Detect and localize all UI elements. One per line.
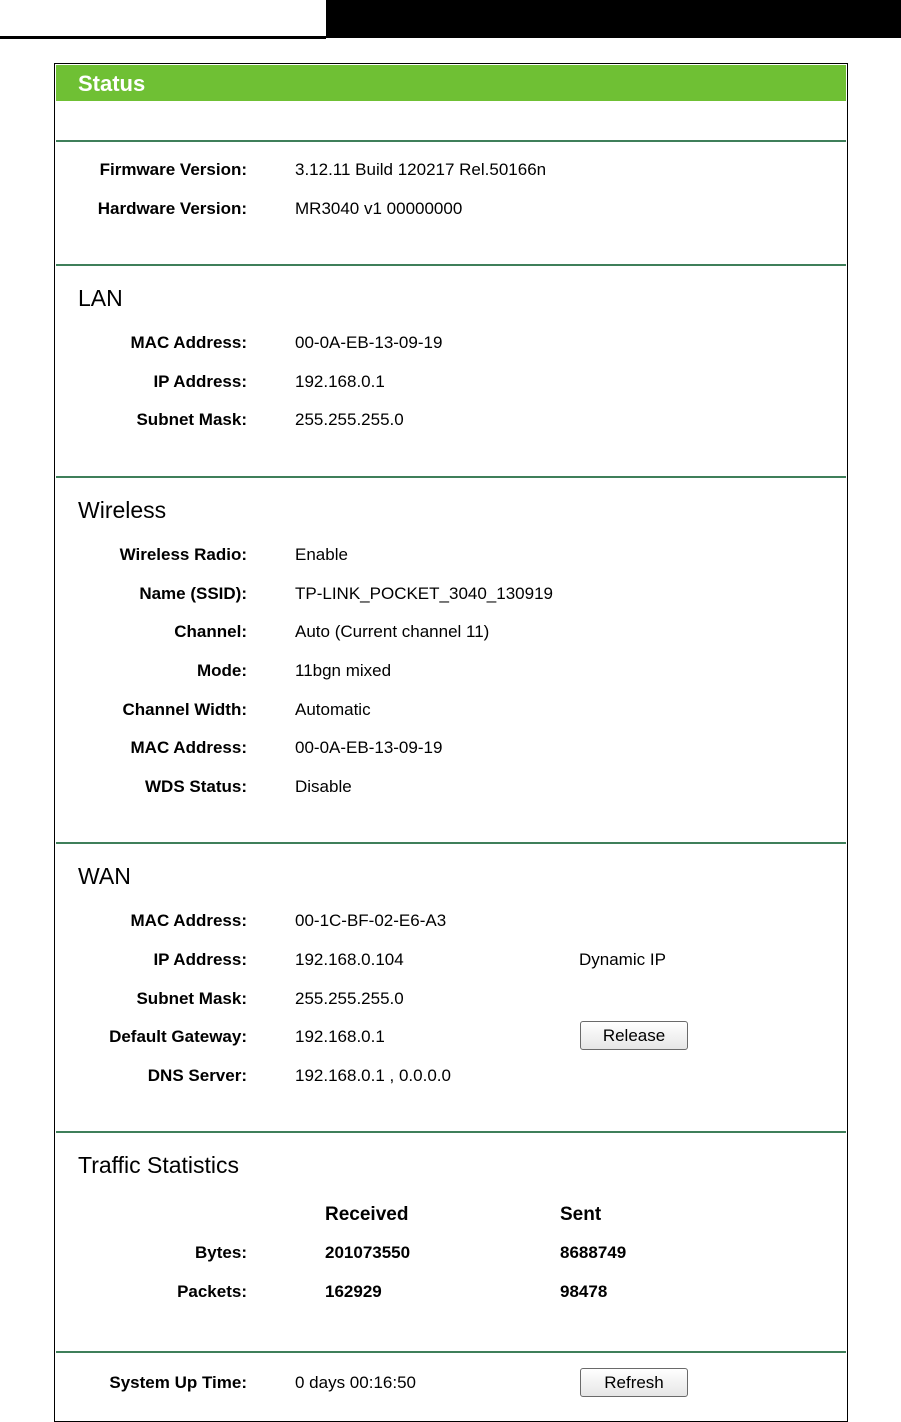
wan-subnet-label: Subnet Mask: bbox=[136, 989, 247, 1008]
header-rule bbox=[0, 36, 326, 39]
wds-status-label: WDS Status: bbox=[145, 777, 247, 796]
wan-section-title: WAN bbox=[78, 863, 131, 889]
wan-subnet-value: 255.255.255.0 bbox=[295, 989, 404, 1008]
ssid-value: TP-LINK_POCKET_3040_130919 bbox=[295, 584, 553, 603]
mode-label: Mode: bbox=[196, 661, 247, 680]
section-divider bbox=[56, 476, 846, 478]
lan-mac-value: 00-0A-EB-13-09-19 bbox=[295, 333, 443, 352]
lan-subnet-label: Subnet Mask: bbox=[136, 410, 247, 429]
packets-received-value: 162929 bbox=[325, 1282, 382, 1301]
section-divider bbox=[56, 1131, 846, 1133]
firmware-version-value: 3.12.11 Build 120217 Rel.50166n bbox=[295, 160, 547, 179]
bytes-received-value: 201073550 bbox=[325, 1243, 411, 1262]
release-button[interactable]: Release bbox=[580, 1021, 688, 1050]
wds-status-value: Disable bbox=[295, 777, 352, 796]
section-divider bbox=[56, 842, 846, 844]
section-divider bbox=[56, 140, 846, 142]
wireless-radio-value: Enable bbox=[295, 545, 348, 564]
wireless-radio-label: Wireless Radio: bbox=[119, 545, 247, 564]
wireless-section-title: Wireless bbox=[78, 497, 167, 523]
section-divider bbox=[56, 1351, 846, 1353]
status-title-bar bbox=[56, 65, 846, 101]
packets-sent-value: 98478 bbox=[560, 1282, 608, 1301]
lan-section-title: LAN bbox=[78, 285, 123, 311]
system-uptime-label: System Up Time: bbox=[109, 1373, 247, 1392]
wan-mac-label: MAC Address: bbox=[130, 911, 247, 930]
ssid-label: Name (SSID): bbox=[139, 584, 247, 603]
wireless-mac-label: MAC Address: bbox=[130, 738, 247, 757]
bytes-label: Bytes: bbox=[195, 1243, 247, 1262]
wan-ip-label: IP Address: bbox=[153, 950, 247, 969]
lan-ip-value: 192.168.0.1 bbox=[295, 372, 385, 391]
wan-mac-value: 00-1C-BF-02-E6-A3 bbox=[295, 911, 447, 930]
bytes-sent-value: 8688749 bbox=[560, 1243, 627, 1262]
packets-label: Packets: bbox=[177, 1282, 247, 1301]
wan-ip-type: Dynamic IP bbox=[579, 950, 666, 969]
document-header-bar bbox=[0, 0, 901, 40]
default-gateway-label: Default Gateway: bbox=[109, 1027, 247, 1046]
hardware-version-value: MR3040 v1 00000000 bbox=[295, 199, 463, 218]
wan-ip-value: 192.168.0.104 bbox=[295, 950, 404, 969]
section-divider bbox=[56, 264, 846, 266]
lan-mac-label: MAC Address: bbox=[130, 333, 247, 352]
status-panel bbox=[54, 63, 848, 1422]
status-title: Status bbox=[78, 71, 146, 96]
channel-value: Auto (Current channel 11) bbox=[295, 622, 490, 641]
lan-ip-label: IP Address: bbox=[153, 372, 247, 391]
hardware-version-label: Hardware Version: bbox=[97, 199, 247, 218]
firmware-version-label: Firmware Version: bbox=[99, 160, 247, 179]
refresh-button[interactable]: Refresh bbox=[580, 1368, 688, 1397]
header-black-block bbox=[326, 0, 901, 38]
received-column-header: Received bbox=[325, 1204, 409, 1225]
channel-width-label: Channel Width: bbox=[122, 700, 247, 719]
lan-subnet-value: 255.255.255.0 bbox=[295, 410, 404, 429]
channel-label: Channel: bbox=[174, 622, 247, 641]
dns-server-value: 192.168.0.1 , 0.0.0.0 bbox=[295, 1066, 451, 1085]
sent-column-header: Sent bbox=[560, 1204, 602, 1225]
traffic-section-title: Traffic Statistics bbox=[78, 1152, 240, 1178]
default-gateway-value: 192.168.0.1 bbox=[295, 1027, 385, 1046]
mode-value: 11bgn mixed bbox=[295, 661, 392, 680]
dns-server-label: DNS Server: bbox=[147, 1066, 247, 1085]
system-uptime-value: 0 days 00:16:50 bbox=[295, 1373, 416, 1392]
channel-width-value: Automatic bbox=[295, 700, 371, 719]
wireless-mac-value: 00-0A-EB-13-09-19 bbox=[295, 738, 443, 757]
